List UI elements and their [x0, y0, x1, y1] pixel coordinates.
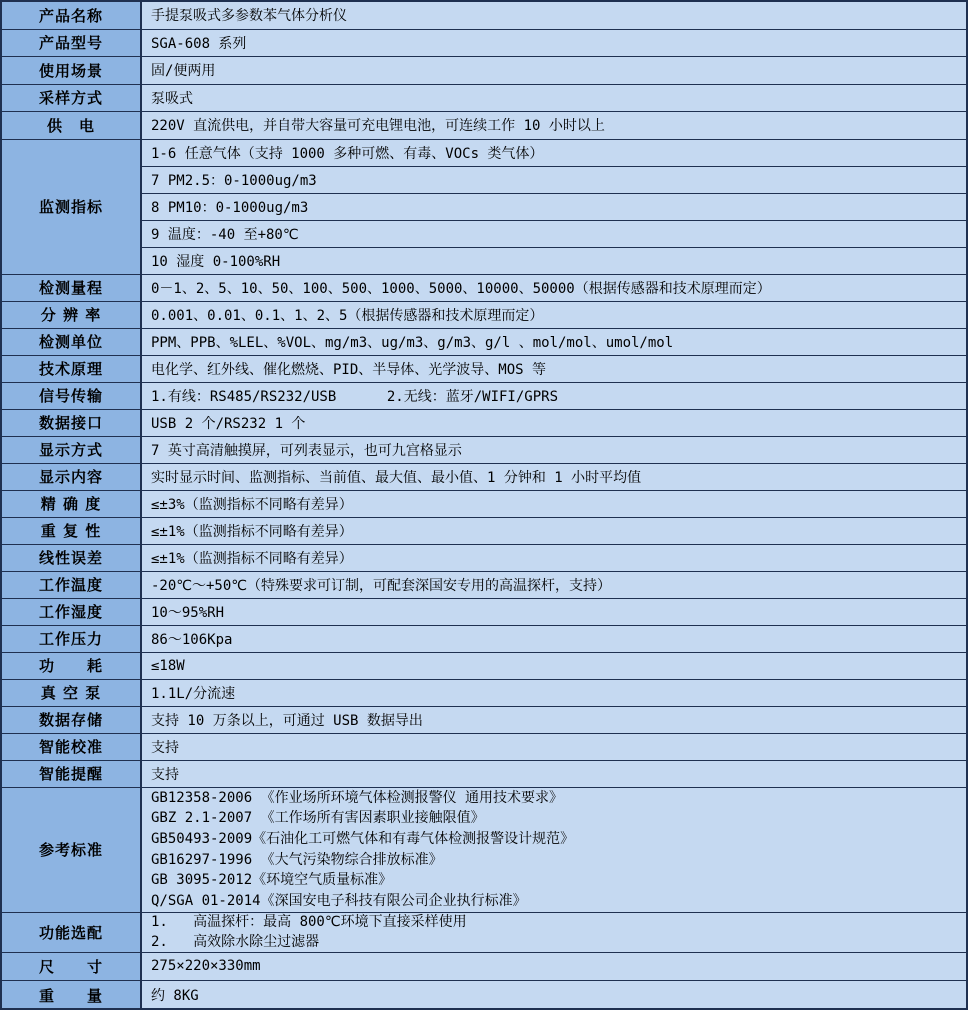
- row-label: 参考标准: [2, 788, 142, 912]
- row-value: 275×220×330mm: [142, 953, 966, 981]
- row-label: 智能校准: [2, 734, 142, 760]
- row-value: SGA-608 系列: [142, 30, 966, 57]
- row-value: USB 2 个/RS232 1 个: [142, 410, 966, 436]
- row-power-consumption: [2, 653, 966, 680]
- row-value: 220V 直流供电，并自带大容量可充电锂电池，可连续工作 10 小时以上: [142, 112, 966, 139]
- row-value: 1.有线：RS485/RS232/USB 2.无线：蓝牙/WIFI/GPRS: [142, 383, 966, 409]
- standard-item: GB16297-1996 《大气污染物综合排放标准》: [151, 851, 443, 868]
- row-value: 实时显示时间、监测指标、当前值、最大值、最小值、1 分钟和 1 小时平均值: [142, 464, 966, 490]
- row-working-humidity: [2, 599, 966, 626]
- row-value: -20℃～+50℃（特殊要求可订制，可配套深国安专用的高温探杆，支持）: [142, 572, 966, 598]
- row-value: 支持: [142, 734, 966, 760]
- row-data-interface: [2, 410, 966, 437]
- row-linearity-error: [2, 545, 966, 572]
- indicator-item: 1-6 任意气体（支持 1000 多种可燃、有毒、VOCs 类气体）: [142, 140, 966, 167]
- row-value: 泵吸式: [142, 85, 966, 112]
- row-value: 0－1、2、5、10、50、100、500、1000、5000、10000、50000（根据传感器和技术原理而定）: [142, 275, 966, 301]
- row-label: 使用场景: [2, 57, 142, 84]
- monitoring-indicators-list: [142, 140, 966, 274]
- row-label: 显示内容: [2, 464, 142, 490]
- row-weight: [2, 981, 966, 1010]
- indicator-item: 10 湿度 0-100%RH: [142, 248, 966, 274]
- standard-item: GBZ 2.1-2007 《工作场所有害因素职业接触限值》: [151, 810, 485, 827]
- row-detection-unit: [2, 329, 966, 356]
- row-value: 电化学、红外线、催化燃烧、PID、半导体、光学波导、MOS 等: [142, 356, 966, 382]
- row-accuracy: [2, 491, 966, 518]
- row-vacuum-pump: [2, 680, 966, 707]
- standard-item: GB12358-2006 《作业场所环境气体检测报警仪 通用技术要求》: [151, 789, 564, 806]
- row-label: 工作压力: [2, 626, 142, 652]
- row-monitoring-indicators: [2, 140, 966, 275]
- row-label: 数据接口: [2, 410, 142, 436]
- row-working-pressure: [2, 626, 966, 653]
- standard-item: GB50493-2009《石油化工可燃气体和有毒气体检测报警设计规范》: [151, 830, 575, 847]
- row-label: 技术原理: [2, 356, 142, 382]
- row-display-mode: [2, 437, 966, 464]
- row-value: 手提泵吸式多参数苯气体分析仪: [142, 2, 966, 29]
- row-label: 工作湿度: [2, 599, 142, 625]
- row-value: 固/便两用: [142, 57, 966, 84]
- row-value: ≤±1%（监测指标不同略有差异）: [142, 518, 966, 544]
- standard-item: GB 3095-2012《环境空气质量标准》: [151, 872, 393, 889]
- row-smart-reminder: [2, 761, 966, 788]
- indicator-item: 9 温度：-40 至+80℃: [142, 221, 966, 248]
- row-label: 精 确 度: [2, 491, 142, 517]
- row-label: 检测量程: [2, 275, 142, 301]
- row-label: 监测指标: [2, 140, 142, 274]
- row-value: 1.1L/分流速: [142, 680, 966, 706]
- row-label: 供 电: [2, 112, 142, 139]
- row-display-content: [2, 464, 966, 491]
- row-value: 7 英寸高清触摸屏，可列表显示，也可九宫格显示: [142, 437, 966, 463]
- row-dimensions: [2, 953, 966, 982]
- row-sampling-method: [2, 85, 966, 113]
- row-resolution: [2, 302, 966, 329]
- standard-item: Q/SGA 01-2014《深国安电子科技有限公司企业执行标准》: [151, 892, 527, 909]
- row-product-model: [2, 30, 966, 58]
- row-product-name: [2, 2, 966, 30]
- row-value: 0.001、0.01、0.1、1、2、5（根据传感器和技术原理而定）: [142, 302, 966, 328]
- row-label: 重 复 性: [2, 518, 142, 544]
- row-value: 支持 10 万条以上，可通过 USB 数据导出: [142, 707, 966, 733]
- row-label: 产品型号: [2, 30, 142, 57]
- row-value: 10～95%RH: [142, 599, 966, 625]
- row-technical-principle: [2, 356, 966, 383]
- row-smart-calibration: [2, 734, 966, 761]
- row-label: 检测单位: [2, 329, 142, 355]
- row-value: ≤±1%（监测指标不同略有差异）: [142, 545, 966, 571]
- row-reference-standards: [2, 788, 966, 913]
- option-item: 2. 高效除水除尘过滤器: [151, 934, 320, 950]
- row-label: 重 量: [2, 981, 142, 1010]
- row-repeatability: [2, 518, 966, 545]
- row-label: 尺 寸: [2, 953, 142, 981]
- row-label: 真 空 泵: [2, 680, 142, 706]
- row-detection-range: [2, 275, 966, 302]
- row-label: 线性误差: [2, 545, 142, 571]
- row-label: 分 辨 率: [2, 302, 142, 328]
- row-power-supply: [2, 112, 966, 140]
- indicator-item: 7 PM2.5：0-1000ug/m3: [142, 167, 966, 194]
- row-label: 工作温度: [2, 572, 142, 598]
- row-label: 采样方式: [2, 85, 142, 112]
- row-label: 显示方式: [2, 437, 142, 463]
- option-item: 1. 高温探杆：最高 800℃环境下直接采样使用: [151, 914, 467, 930]
- row-value: PPM、PPB、%LEL、%VOL、mg/m3、ug/m3、g/m3、g/l 、mol/mol、umol/mol: [142, 329, 966, 355]
- row-usage-scenario: [2, 57, 966, 85]
- row-label: 功能选配: [2, 913, 142, 952]
- row-signal-transmission: [2, 383, 966, 410]
- row-value: 支持: [142, 761, 966, 787]
- row-optional-functions: [2, 913, 966, 953]
- row-label: 智能提醒: [2, 761, 142, 787]
- row-data-storage: [2, 707, 966, 734]
- row-value: ≤±3%（监测指标不同略有差异）: [142, 491, 966, 517]
- row-label: 产品名称: [2, 2, 142, 29]
- row-label: 功 耗: [2, 653, 142, 679]
- reference-standards-list: [142, 788, 966, 912]
- row-value: 约 8KG: [142, 981, 966, 1010]
- optional-functions-list: [142, 913, 966, 952]
- indicator-item: 8 PM10：0-1000ug/m3: [142, 194, 966, 221]
- row-label: 数据存储: [2, 707, 142, 733]
- row-label: 信号传输: [2, 383, 142, 409]
- row-working-temperature: [2, 572, 966, 599]
- row-value: 86～106Kpa: [142, 626, 966, 652]
- row-value: ≤18W: [142, 653, 966, 679]
